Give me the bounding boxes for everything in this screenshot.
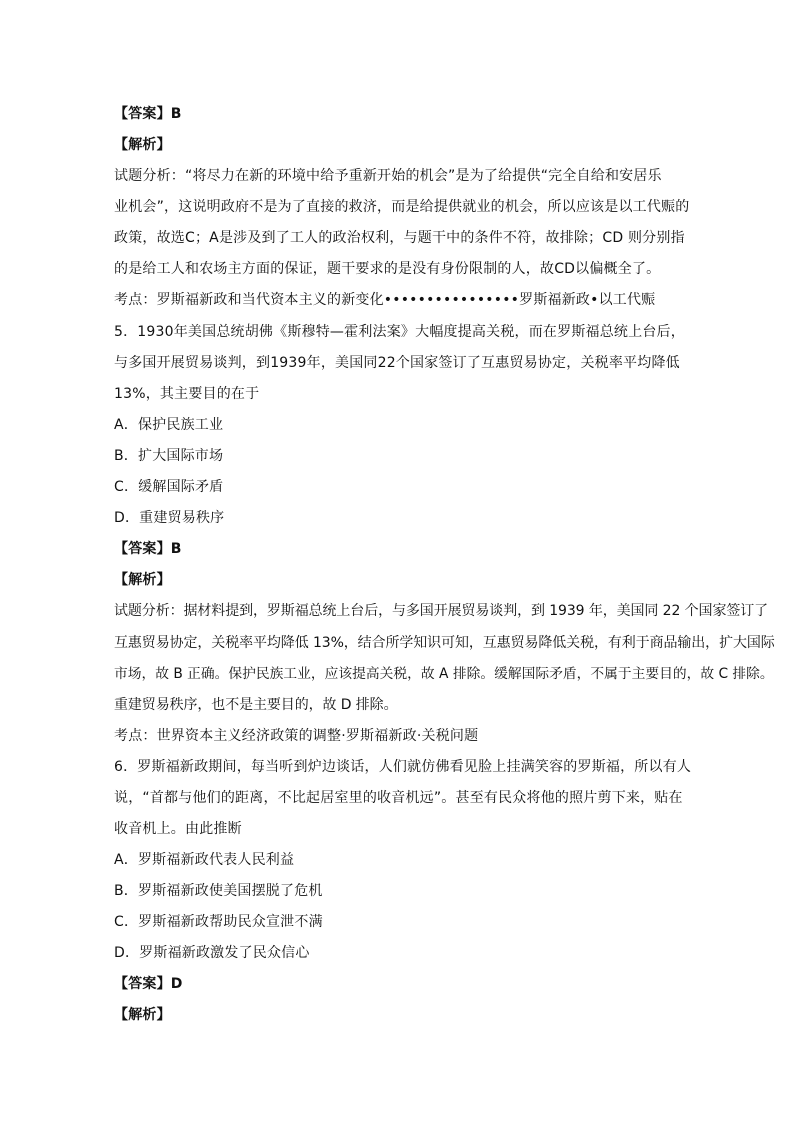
analysis-text-line: 互惠贸易协定，关税率平均降低 13%，结合所学知识可知，互惠贸易降低关税，有利于商品输出，扩大国际 bbox=[114, 635, 775, 651]
question-5-option-c: C．缓解国际矛盾 bbox=[114, 479, 224, 495]
question-6-option-d: D．罗斯福新政激发了民众信心 bbox=[114, 945, 310, 961]
analysis-text-line: 的是给工人和农场主方面的保证，题干要求的是没有身份限制的人，故CD以偏概全了。 bbox=[114, 261, 661, 277]
question-5-stem: 5．1930年美国总统胡佛《斯穆特—霍利法案》大幅度提高关税，而在罗斯福总统上台后， bbox=[114, 324, 685, 340]
question-5-stem: 13%，其主要目的在于 bbox=[114, 386, 260, 402]
question-6-stem: 收音机上。由此推断 bbox=[114, 821, 242, 837]
question-6-stem: 说，“首都与他们的距离，不比起居室里的收音机远”。甚至有民众将他的照片剪下来，贴在 bbox=[114, 790, 683, 806]
question-6-stem: 6．罗斯福新政期间，每当听到炉边谈话，人们就仿佛看见脸上挂满笑容的罗斯福，所以有人 bbox=[114, 759, 692, 775]
question-6-option-b: B．罗斯福新政使美国摆脱了危机 bbox=[114, 883, 323, 899]
answer-label-2: 【答案】B bbox=[114, 541, 182, 557]
question-6-option-a: A．罗斯福新政代表人民利益 bbox=[114, 852, 295, 868]
key-point-2: 考点：世界资本主义经济政策的调整·罗斯福新政·关税问题 bbox=[114, 728, 479, 744]
analysis-text-line: 市场，故 B 正确。保护民族工业，应该提高关税，故 A 排除。缓解国际矛盾，不属于主要目的，故 C 排除。 bbox=[114, 666, 774, 682]
analysis-label-1: 【解析】 bbox=[114, 137, 171, 153]
analysis-label-2: 【解析】 bbox=[114, 572, 171, 588]
answer-label-3: 【答案】D bbox=[114, 976, 183, 992]
answer-label-1: 【答案】B bbox=[114, 106, 182, 122]
analysis-text-line: 重建贸易秩序，也不是主要目的，故 D 排除。 bbox=[114, 697, 398, 713]
question-6-option-c: C．罗斯福新政帮助民众宣泄不满 bbox=[114, 914, 323, 930]
key-point-1: 考点：罗斯福新政和当代资本主义的新变化••••••••••••••••罗斯福新政•以工代赈 bbox=[114, 292, 656, 308]
analysis-text-line: 试题分析：“将尽力在新的环境中给予重新开始的机会”是为了给提供“完全自给和安居乐 bbox=[114, 168, 662, 184]
question-5-stem: 与多国开展贸易谈判，到1939年，美国同22个国家签订了互惠贸易协定，关税率平均降低 bbox=[114, 355, 680, 371]
analysis-text-line: 业机会”，这说明政府不是为了直接的救济，而是给提供就业的机会，所以应该是以工代赈的 bbox=[114, 199, 690, 215]
question-5-option-b: B．扩大国际市场 bbox=[114, 448, 224, 464]
question-5-option-a: A．保护民族工业 bbox=[114, 417, 224, 433]
analysis-text-line: 政策，故选C；A是涉及到了工人的政治权利，与题干中的条件不符，故排除；CD 则分别指 bbox=[114, 230, 685, 246]
question-5-option-d: D．重建贸易秩序 bbox=[114, 510, 225, 526]
analysis-label-3: 【解析】 bbox=[114, 1007, 171, 1023]
analysis-text-line: 试题分析：据材料提到，罗斯福总统上台后，与多国开展贸易谈判，到 1939 年，美国同 22 个国家签订了 bbox=[114, 603, 769, 619]
